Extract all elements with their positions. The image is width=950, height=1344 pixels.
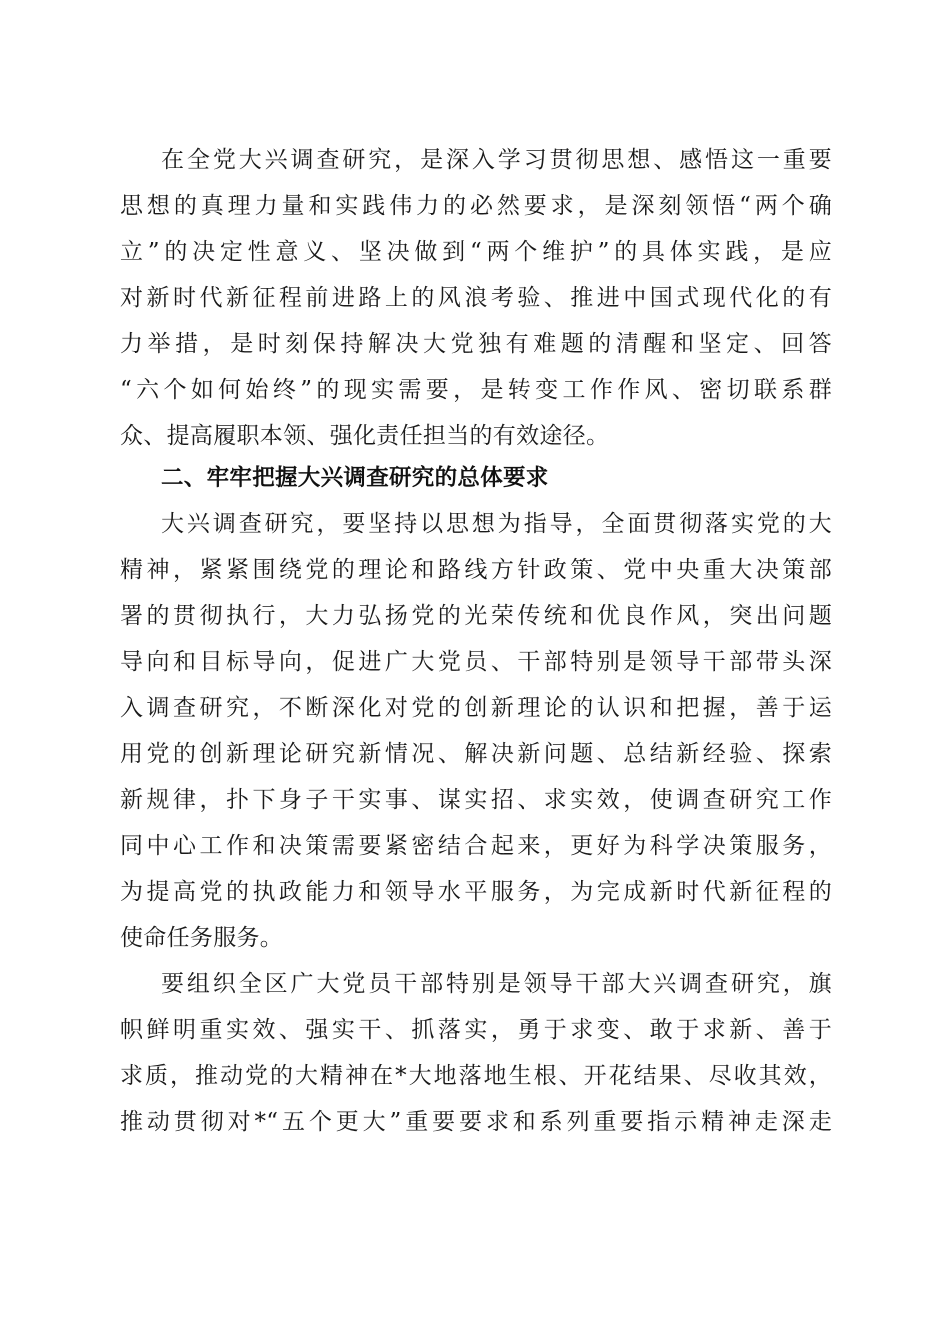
paragraph-2-line-3: 署的贯彻执行，大力弘扬党的光荣传统和优良作风，突出问题 bbox=[120, 603, 832, 629]
paragraph-1-line-3: 立”的决定性意义、坚决做到“两个维护”的具体实践，是应 bbox=[120, 239, 832, 265]
paragraph-2-line-10: 使命任务服务。 bbox=[120, 925, 284, 951]
paragraph-2-line-9: 为提高党的执政能力和领导水平服务，为完成新时代新征程的 bbox=[120, 879, 832, 905]
paragraph-2-line-5: 入调查研究，不断深化对党的创新理论的认识和把握，善于运 bbox=[120, 695, 832, 721]
paragraph-2-line-4: 导向和目标导向，促进广大党员、干部特别是领导干部带头深 bbox=[120, 649, 832, 675]
paragraph-1-line-5: 力举措，是时刻保持解决大党独有难题的清醒和坚定、回答 bbox=[120, 331, 832, 357]
paragraph-3-line-1: 要组织全区广大党员干部特别是领导干部大兴调查研究，旗 bbox=[161, 971, 832, 997]
section-heading: 二、牢牢把握大兴调查研究的总体要求 bbox=[161, 465, 549, 491]
paragraph-1-line-1: 在全党大兴调查研究，是深入学习贯彻思想、感悟这一重要 bbox=[161, 147, 832, 173]
paragraph-3-line-4: 推动贯彻对*“五个更大”重要要求和系列重要指示精神走深走 bbox=[120, 1109, 832, 1135]
paragraph-2-line-8: 同中心工作和决策需要紧密结合起来，更好为科学决策服务， bbox=[120, 833, 832, 859]
paragraph-1-line-6: “六个如何始终”的现实需要，是转变工作作风、密切联系群 bbox=[120, 377, 832, 403]
paragraph-1-line-4: 对新时代新征程前进路上的风浪考验、推进中国式现代化的有 bbox=[120, 285, 832, 311]
paragraph-2-line-2: 精神，紧紧围绕党的理论和路线方针政策、党中央重大决策部 bbox=[120, 557, 832, 583]
paragraph-3-line-3: 求质，推动党的大精神在*大地落地生根、开花结果、尽收其效， bbox=[120, 1063, 832, 1089]
paragraph-2-line-7: 新规律，扑下身子干实事、谋实招、求实效，使调查研究工作 bbox=[120, 787, 832, 813]
paragraph-3-line-2: 帜鲜明重实效、强实干、抓落实，勇于求变、敢于求新、善于 bbox=[120, 1017, 832, 1043]
paragraph-1-line-2: 思想的真理力量和实践伟力的必然要求，是深刻领悟“两个确 bbox=[120, 193, 832, 219]
paragraph-2-line-6: 用党的创新理论研究新情况、解决新问题、总结新经验、探索 bbox=[120, 741, 832, 767]
paragraph-2-line-1: 大兴调查研究，要坚持以思想为指导，全面贯彻落实党的大 bbox=[161, 511, 832, 537]
paragraph-1-line-7: 众、提高履职本领、强化责任担当的有效途径。 bbox=[120, 423, 610, 449]
